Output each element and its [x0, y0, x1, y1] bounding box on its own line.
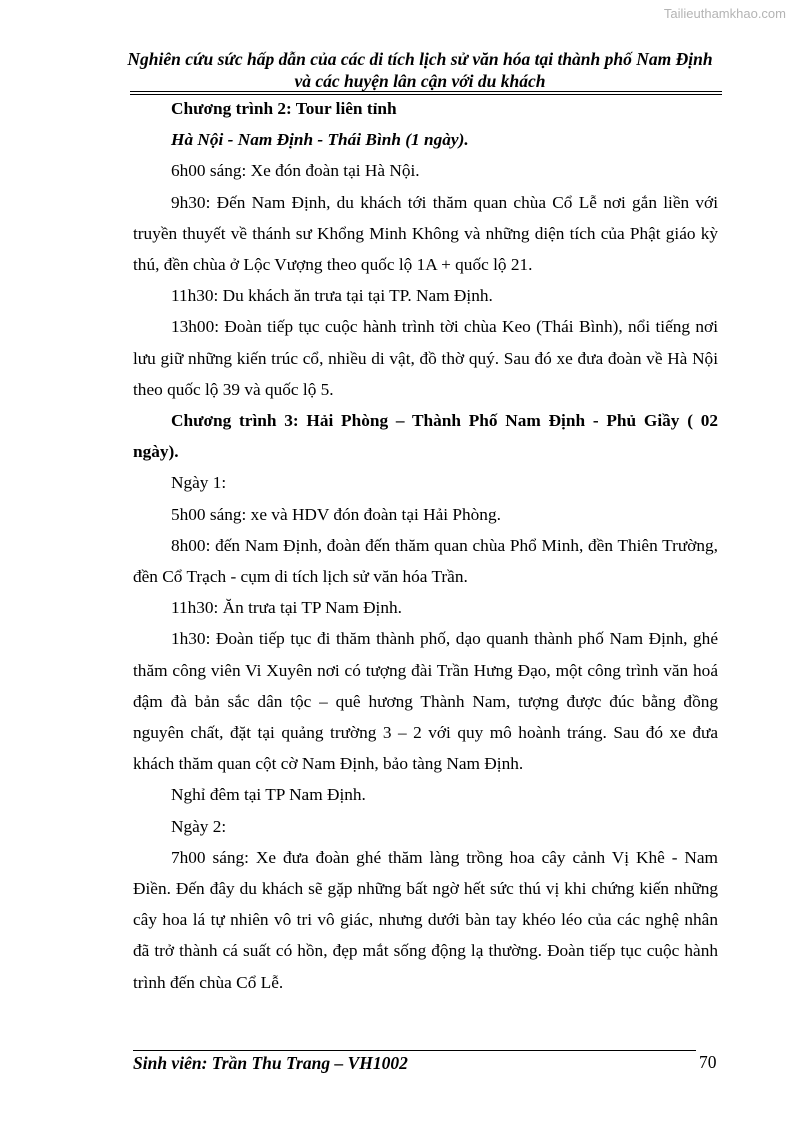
itinerary-paragraph: 8h00: đến Nam Định, đoàn đến thăm quan chùa Phổ Minh, đền Thiên Trường, đền Cổ Trạch - cụm di tích lịch sử văn hóa Trần.: [133, 535, 718, 587]
page-body: [133, 93, 718, 998]
itinerary-paragraph: 1h30: Đoàn tiếp tục đi thăm thành phố, dạo quanh thành phố Nam Định, ghé thăm công viên Vi Xuyên nơi có tượng đài Trần Hưng Đạo, một công trình văn hoá đậm đà bản sắc dân tộc – quê hương Thành Nam, tượng được đúc bằng đồng nguyên chất, đặt tại quảng trường 3 – 2 với quy mô hoành tráng. Sau đó xe đưa khách thăm quan cột cờ Nam Định, bảo tàng Nam Định.: [133, 629, 718, 774]
footer-rule: [133, 1050, 696, 1051]
itinerary-paragraph: 11h30: Du khách ăn trưa tại tại TP. Nam Định.: [171, 286, 493, 306]
itinerary-paragraph: 7h00 sáng: Xe đưa đoàn ghé thăm làng trồng hoa cây cảnh Vị Khê - Nam Điền. Đến đây du khách sẽ gặp những bất ngờ hết sức thú vị khi chứng kiến những cây hoa lá tự nhiên vô tri vô giác, nhưng dưới bàn tay khéo léo của các nghệ nhân đã trở thành cá suất có hồn, đẹp mắt sống động lạ thường. Đoàn tiếp tục cuộc hành trình đến chùa Cổ Lễ.: [133, 847, 718, 992]
section-heading-program-3: Chương trình 3: Hải Phòng – Thành Phố Nam Định - Phủ Giầy ( 02 ngày).: [133, 411, 718, 462]
section-heading-program-2: Chương trình 2: Tour liên tỉnh: [171, 99, 397, 118]
itinerary-paragraph: 9h30: Đến Nam Định, du khách tới thăm quan chùa Cổ Lễ nơi gắn liền với truyền thuyết về thánh sư Khổng Minh Không và những diện tích của Phật giáo kỳ thú, đền chùa ở Lộc Vượng theo quốc lộ 1A + quốc lộ 21.: [133, 192, 718, 275]
running-header-title: Nghiên cứu sức hấp dẫn của các di tích lịch sử văn hóa tại thành phố Nam Định và các huyện lân cận với du khách: [127, 49, 713, 91]
footer-student-info: Sinh viên: Trần Thu Trang – VH1002: [133, 1053, 408, 1073]
itinerary-paragraph: 6h00 sáng: Xe đón đoàn tại Hà Nội.: [171, 161, 420, 181]
route-subheading: Hà Nội - Nam Định - Thái Bình (1 ngày).: [171, 130, 469, 150]
day-label: Ngày 2:: [171, 816, 227, 836]
itinerary-paragraph: Nghỉ đêm tại TP Nam Định.: [171, 785, 366, 805]
page-number: 70: [699, 1052, 717, 1072]
day-label: Ngày 1:: [171, 473, 227, 493]
watermark-text: Tailieuthamkhao.com: [663, 6, 786, 21]
itinerary-paragraph: 11h30: Ăn trưa tại TP Nam Định.: [171, 598, 402, 618]
itinerary-paragraph: 13h00: Đoàn tiếp tục cuộc hành trình tời chùa Keo (Thái Bình), nổi tiếng nơi lưu giữ những kiến trúc cổ, nhiều di vật, đồ thờ quý. Sau đó xe đưa đoàn về Hà Nội theo quốc lộ 39 và quốc lộ 5.: [133, 317, 718, 399]
itinerary-paragraph: 5h00 sáng: xe và HDV đón đoàn tại Hải Phòng.: [171, 504, 501, 524]
